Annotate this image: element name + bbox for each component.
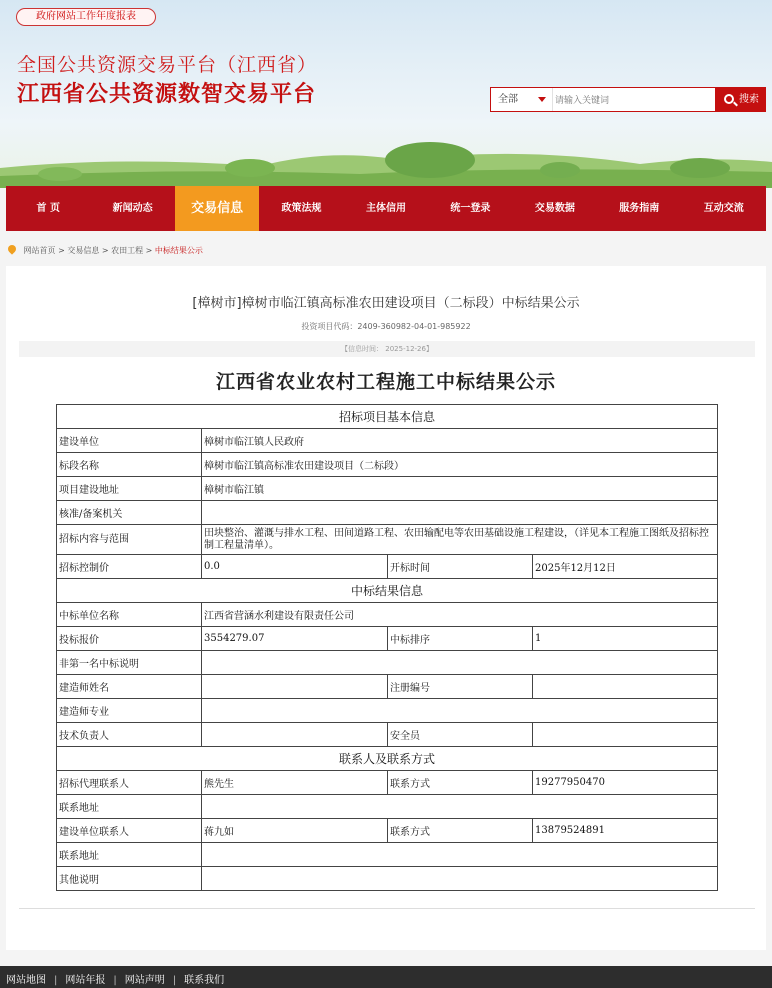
cell-label: 注册编号: [388, 675, 533, 699]
table-row: [57, 675, 718, 699]
table-row: [57, 795, 718, 819]
site-header: [0, 0, 772, 188]
cell-value: 0.0: [202, 555, 388, 579]
table-row: [57, 477, 718, 501]
cell-label: 联系地址: [57, 843, 202, 867]
section-heading: 中标结果信息: [57, 579, 718, 603]
page-title: [樟树市]樟树市临江镇高标准农田建设项目（二标段）中标结果公示: [192, 296, 580, 311]
cell-label: 建造师姓名: [57, 675, 202, 699]
table-row: [57, 603, 718, 627]
footer-link-annual-report[interactable]: 网站年报: [65, 975, 106, 986]
chevron-down-icon: [538, 97, 546, 102]
nav-item-trade-data[interactable]: 交易数据: [534, 203, 575, 214]
search-bar: [490, 87, 766, 112]
article-card: [6, 266, 766, 950]
search-button[interactable]: [715, 88, 765, 111]
search-button-label: 搜索: [739, 94, 759, 105]
cell-label: 标段名称: [57, 453, 202, 477]
landscape-illustration: [0, 138, 772, 188]
cell-label: 招标内容与范围: [57, 525, 202, 555]
cell-value: 樟树市临江镇高标准农田建设项目（二标段）: [202, 453, 718, 477]
table-row: [57, 429, 718, 453]
nav-item-login[interactable]: 统一登录: [450, 203, 491, 214]
table-row: [57, 699, 718, 723]
annual-report-link[interactable]: 政府网站工作年度报表: [16, 8, 156, 26]
footer-link-statement[interactable]: 网站声明: [124, 975, 165, 986]
section-heading: 联系人及联系方式: [57, 747, 718, 771]
nav-item-trade-info[interactable]: 交易信息: [175, 186, 259, 231]
info-time-bar: 【信息时间： 2025-12-26】: [19, 341, 755, 357]
project-code: 投资项目代码：2409-360982-04-01-985922: [301, 322, 471, 331]
table-row: [57, 819, 718, 843]
table-row: [57, 723, 718, 747]
section-heading: 招标项目基本信息: [57, 405, 718, 429]
cell-value: [202, 651, 718, 675]
cell-label: 非第一名中标说明: [57, 651, 202, 675]
table-row: [57, 867, 718, 891]
table-row: [57, 747, 718, 771]
cell-label: 安全员: [388, 723, 533, 747]
cell-label: 建设单位: [57, 429, 202, 453]
cell-value: [202, 723, 388, 747]
cell-value: 3554279.07: [202, 627, 388, 651]
cell-value: 1: [533, 627, 718, 651]
footer-link-sitemap[interactable]: 网站地图: [6, 975, 46, 986]
cell-label: 联系地址: [57, 795, 202, 819]
cell-label: 开标时间: [388, 555, 533, 579]
cell-value: 19277950470: [533, 771, 718, 795]
notice-heading: 江西省农业农村工程施工中标结果公示: [215, 371, 556, 393]
breadcrumb: [8, 245, 203, 256]
breadcrumb-current: 中标结果公示: [154, 246, 203, 255]
breadcrumb-path[interactable]: 网站首页 > 交易信息 > 农田工程 >: [23, 246, 155, 255]
location-pin-icon: [6, 243, 17, 254]
cell-label: 中标排序: [388, 627, 533, 651]
site-title-province: 江西省公共资源数智交易平台: [17, 81, 317, 107]
divider: [19, 908, 755, 909]
cell-label: 招标代理联系人: [57, 771, 202, 795]
cell-value: 熊先生: [202, 771, 388, 795]
search-scope-select[interactable]: [491, 88, 553, 111]
cell-label: 建造师专业: [57, 699, 202, 723]
cell-value: [202, 867, 718, 891]
cell-value: 樟树市临江镇: [202, 477, 718, 501]
cell-label: 投标报价: [57, 627, 202, 651]
search-scope-value: 全部: [498, 94, 518, 105]
cell-value: [202, 795, 718, 819]
table-row: [57, 453, 718, 477]
cell-label: 核准/备案机关: [57, 501, 202, 525]
cell-value: [202, 675, 388, 699]
cell-value: 樟树市临江镇人民政府: [202, 429, 718, 453]
table-row: [57, 579, 718, 603]
cell-label: 技术负责人: [57, 723, 202, 747]
table-row: [57, 771, 718, 795]
cell-value: [533, 675, 718, 699]
cell-label: 中标单位名称: [57, 603, 202, 627]
cell-label: 招标控制价: [57, 555, 202, 579]
table-row: [57, 405, 718, 429]
nav-item-interact[interactable]: 互动交流: [703, 203, 744, 214]
site-title-national: 全国公共资源交易平台（江西省）: [17, 54, 318, 76]
separator: |: [113, 975, 117, 986]
nav-item-guide[interactable]: 服务指南: [619, 203, 660, 214]
cell-value: 田块整治、灌溉与排水工程、田间道路工程、农田输配电等农田基础设施工程建设，（详见本工程施工图纸及招标控制工程量清单）。: [202, 525, 718, 555]
cell-label: 其他说明: [57, 867, 202, 891]
cell-label: 联系方式: [388, 819, 533, 843]
table-row: [57, 501, 718, 525]
cell-value: 蒋九如: [202, 819, 388, 843]
table-row: [57, 555, 718, 579]
nav-item-policy[interactable]: 政策法规: [281, 203, 322, 214]
cell-label: 项目建设地址: [57, 477, 202, 501]
separator: |: [54, 975, 58, 986]
nav-item-home[interactable]: 首 页: [36, 203, 60, 214]
cell-label: 联系方式: [388, 771, 533, 795]
cell-value: 江西省营涵水利建设有限责任公司: [202, 603, 718, 627]
table-row: [57, 627, 718, 651]
nav-item-news[interactable]: 新闻动态: [112, 203, 153, 214]
site-footer: [0, 966, 772, 988]
table-row: [57, 843, 718, 867]
cell-label: 建设单位联系人: [57, 819, 202, 843]
cell-value: [202, 843, 718, 867]
result-table: [56, 404, 718, 891]
table-row: [57, 525, 718, 555]
search-icon: [724, 94, 734, 104]
search-input[interactable]: [555, 91, 705, 108]
separator: |: [172, 975, 177, 986]
cell-value: [533, 723, 718, 747]
footer-link-contact[interactable]: 联系我们: [184, 975, 225, 986]
nav-item-credit[interactable]: 主体信用: [365, 203, 406, 214]
main-nav: [6, 186, 766, 231]
cell-value: [202, 699, 718, 723]
table-row: [57, 651, 718, 675]
cell-value: 13879524891: [533, 819, 718, 843]
cell-value: [202, 501, 718, 525]
cell-value: 2025年12月12日: [533, 555, 718, 579]
